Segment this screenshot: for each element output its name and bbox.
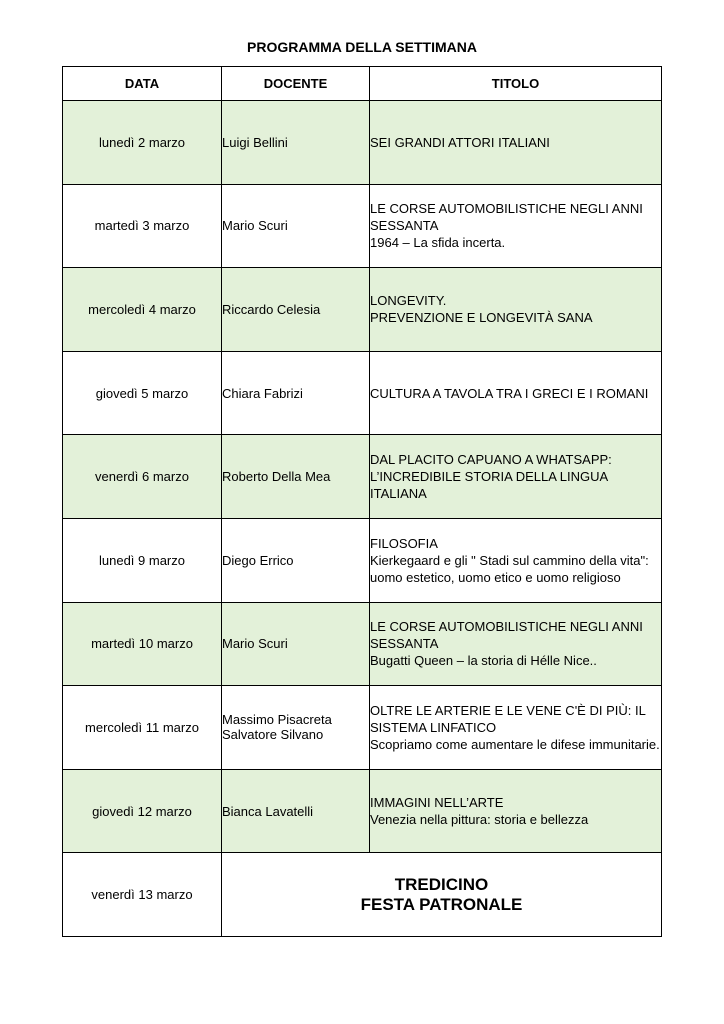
titolo-line: Bugatti Queen – la storia di Hélle Nice.. [370,653,597,669]
titolo-line: LE CORSE AUTOMOBILISTICHE NEGLI ANNI SESSANTA [370,619,643,652]
row-date: giovedì 12 marzo [63,769,222,853]
row-docente [222,101,370,185]
row-docente [222,769,370,853]
titolo-line: LONGEVITY. [370,293,447,309]
docente-name: Luigi Bellini [222,134,288,150]
titolo-line: IMMAGINI NELL’ARTE [370,795,504,811]
titolo-line: Venezia nella pittura: storia e bellezza [370,812,589,828]
header-data: DATA [63,67,222,101]
row-docente [222,184,370,268]
table-row [63,602,662,686]
table-header-row [63,67,662,101]
row-titolo [370,351,662,435]
row-docente [222,351,370,435]
docente-name: Diego Errico [222,552,294,568]
titolo-line: DAL PLACITO CAPUANO A WHATSAPP: L’INCREDIBILE STORIA DELLA LINGUA ITALIANA [370,452,612,502]
row-titolo [370,101,662,185]
docente-name: Massimo Pisacreta [222,712,332,728]
table-row [63,268,662,352]
table-row-last [63,853,662,937]
row-titolo [370,184,662,268]
row-date: mercoledì 11 marzo [63,686,222,770]
row-titolo [370,268,662,352]
titolo-line: 1964 – La sfida incerta. [370,235,506,251]
titolo-line: OLTRE LE ARTERIE E LE VENE C'È DI PIÙ: IL SISTEMA LINFATICO [370,702,646,735]
row-date: martedì 10 marzo [63,602,222,686]
row-docente [222,686,370,770]
docente-name: Chiara Fabrizi [222,385,303,401]
page-title: PROGRAMMA DELLA SETTIMANA [247,39,477,55]
docente-name: Bianca Lavatelli [222,803,314,819]
schedule-table [62,66,662,937]
docente-name: Mario Scuri [222,636,288,652]
table-body [63,101,662,937]
table-row [63,518,662,602]
row-date: venerdì 13 marzo [63,853,222,937]
titolo-line: FILOSOFIA [370,535,438,551]
docente-name: Salvatore Silvano [222,727,324,743]
event-line: TREDICINO [394,874,489,894]
table-row [63,184,662,268]
row-date: lunedì 2 marzo [63,101,222,185]
row-docente [222,268,370,352]
special-event [222,853,662,937]
table-row [63,686,662,770]
row-date: mercoledì 4 marzo [63,268,222,352]
row-titolo [370,686,662,770]
row-date: venerdì 6 marzo [63,435,222,519]
row-date: giovedì 5 marzo [63,351,222,435]
row-titolo [370,518,662,602]
titolo-line: Scopriamo come aumentare le difese immunitarie. [370,736,660,752]
table-row [63,351,662,435]
header-titolo: TITOLO [370,67,662,101]
header-docente: DOCENTE [222,67,370,101]
titolo-line: CULTURA A TAVOLA TRA I GRECI E I ROMANI [370,385,649,401]
titolo-line: PREVENZIONE E LONGEVITÀ SANA [370,310,593,326]
table-row [63,769,662,853]
row-date: lunedì 9 marzo [63,518,222,602]
table-row [63,435,662,519]
docente-name: Mario Scuri [222,218,288,234]
docente-name: Riccardo Celesia [222,301,321,317]
titolo-line: SEI GRANDI ATTORI ITALIANI [370,134,550,150]
row-date: martedì 3 marzo [63,184,222,268]
row-docente [222,602,370,686]
row-titolo [370,769,662,853]
event-line: FESTA PATRONALE [360,894,523,914]
docente-name: Roberto Della Mea [222,469,331,485]
row-docente [222,518,370,602]
titolo-line: LE CORSE AUTOMOBILISTICHE NEGLI ANNI SESSANTA [370,201,643,234]
row-titolo [370,435,662,519]
row-docente [222,435,370,519]
titolo-line: Kierkegaard e gli " Stadi sul cammino della vita": uomo estetico, uomo etico e uomo religioso [370,552,649,585]
table-row [63,101,662,185]
row-titolo [370,602,662,686]
